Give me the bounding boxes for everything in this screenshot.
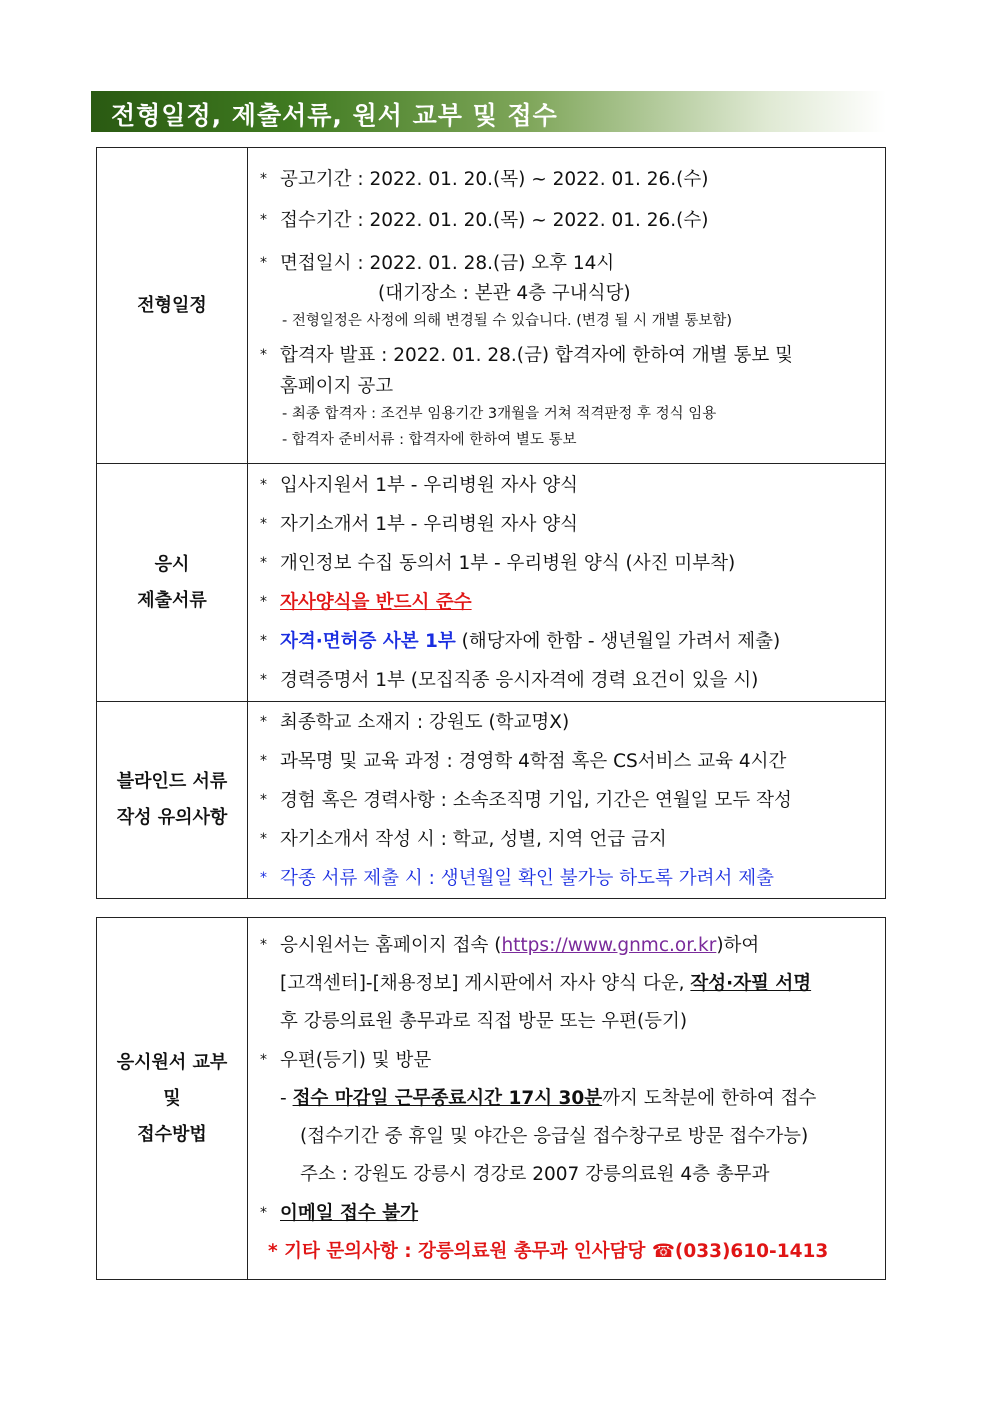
waiting-place: (대기장소 : 본관 4층 구내식당) xyxy=(378,282,631,304)
blind-label: 블라인드 서류 작성 유의사항 xyxy=(97,702,248,899)
schedule-row xyxy=(97,148,886,464)
schedule-note: - 전형일정은 사정에 의해 변경될 수 있습니다. (변경 될 시 개별 통보함) xyxy=(282,312,733,329)
apply-submit: 후 강릉의료원 총무과로 직접 방문 또는 우편(등기) xyxy=(280,1011,688,1032)
info-table xyxy=(96,147,886,899)
notice-period: * 공고기간 : 2022. 01. 20.(목) ~ 2022. 01. 26.(수) xyxy=(260,168,709,190)
apply-deadline: - 접수 마감일 근무종료시간 17시 30분까지 도착분에 한하여 접수 xyxy=(280,1088,817,1109)
announcement-cont: 홈페이지 공고 xyxy=(280,375,394,397)
blind-course: * 과목명 및 교육 과정 : 경영학 4학점 혹은 CS서비스 교육 4시간 xyxy=(260,750,787,772)
apply-holiday: (접수기간 중 휴일 및 야간은 응급실 접수창구로 방문 접수가능) xyxy=(300,1126,809,1147)
schedule-label: 전형일정 xyxy=(97,148,248,464)
doc-career: * 경력증명서 1부 (모집직종 응시자격에 경력 요건이 있을 시) xyxy=(260,669,759,691)
prep-docs-note: - 합격자 준비서류 : 합격자에 한하여 별도 통보 xyxy=(282,431,577,448)
section-banner xyxy=(91,91,886,132)
section-title: 전형일정, 제출서류, 원서 교부 및 접수 xyxy=(111,101,558,130)
documents-label: 응시 제출서류 xyxy=(97,464,248,702)
blind-school: * 최종학교 소재지 : 강원도 (학교명X) xyxy=(260,711,570,733)
blind-experience: * 경험 혹은 경력사항 : 소속조직명 기입, 기간은 연월일 모두 작성 xyxy=(260,789,792,811)
apply-homepage: * 응시원서는 홈페이지 접속 (https://www.gnmc.or.kr)하여 xyxy=(260,935,760,956)
apply-label: 응시원서 교부 및 접수방법 xyxy=(97,918,248,1280)
blind-intro: * 자기소개서 작성 시 : 학교, 성별, 지역 언급 금지 xyxy=(260,828,667,850)
homepage-link[interactable]: https://www.gnmc.or.kr xyxy=(501,935,717,956)
apply-address: 주소 : 강원도 강릉시 경강로 2007 강릉의료원 4층 총무과 xyxy=(300,1164,770,1185)
announcement: * 합격자 발표 : 2022. 01. 28.(금) 합격자에 한하여 개별 통보 및 xyxy=(260,344,793,366)
doc-form-notice: * 자사양식을 반드시 준수 xyxy=(260,591,472,613)
apply-mail-visit: * 우편(등기) 및 방문 xyxy=(260,1050,432,1071)
apply-no-email: * 이메일 접수 불가 xyxy=(260,1203,418,1224)
apply-content xyxy=(248,918,886,1280)
final-pass-note: - 최종 합격자 : 조건부 임용기간 3개월을 거쳐 적격판정 후 정식 임용 xyxy=(282,405,717,422)
documents-row xyxy=(97,464,886,702)
apply-row xyxy=(97,918,886,1280)
doc-application: * 입사지원서 1부 - 우리병원 자사 양식 xyxy=(260,474,579,496)
blind-row xyxy=(97,702,886,899)
schedule-content xyxy=(248,148,886,464)
doc-privacy: * 개인정보 수집 동의서 1부 - 우리병원 양식 (사진 미부착) xyxy=(260,552,736,574)
documents-content xyxy=(248,464,886,702)
blind-content xyxy=(248,702,886,899)
contact-info: * 기타 문의사항 : 강릉의료원 총무과 인사담당 ☎(033)610-1413 xyxy=(268,1241,829,1262)
application-period: * 접수기간 : 2022. 01. 20.(목) ~ 2022. 01. 26.(수) xyxy=(260,209,709,231)
doc-license: * 자격·면허증 사본 1부 (해당자에 한함 - 생년월일 가려서 제출) xyxy=(260,630,781,652)
doc-self-intro: * 자기소개서 1부 - 우리병원 자사 양식 xyxy=(260,513,579,535)
interview-date: * 면접일시 : 2022. 01. 28.(금) 오후 14시 xyxy=(260,252,615,274)
blind-submit: * 각종 서류 제출 시 : 생년월일 확인 불가능 하도록 가려서 제출 xyxy=(260,867,774,889)
apply-table xyxy=(96,917,886,1280)
apply-board: [고객센터]-[채용정보] 게시판에서 자사 양식 다운, 작성·자필 서명 xyxy=(280,973,812,994)
